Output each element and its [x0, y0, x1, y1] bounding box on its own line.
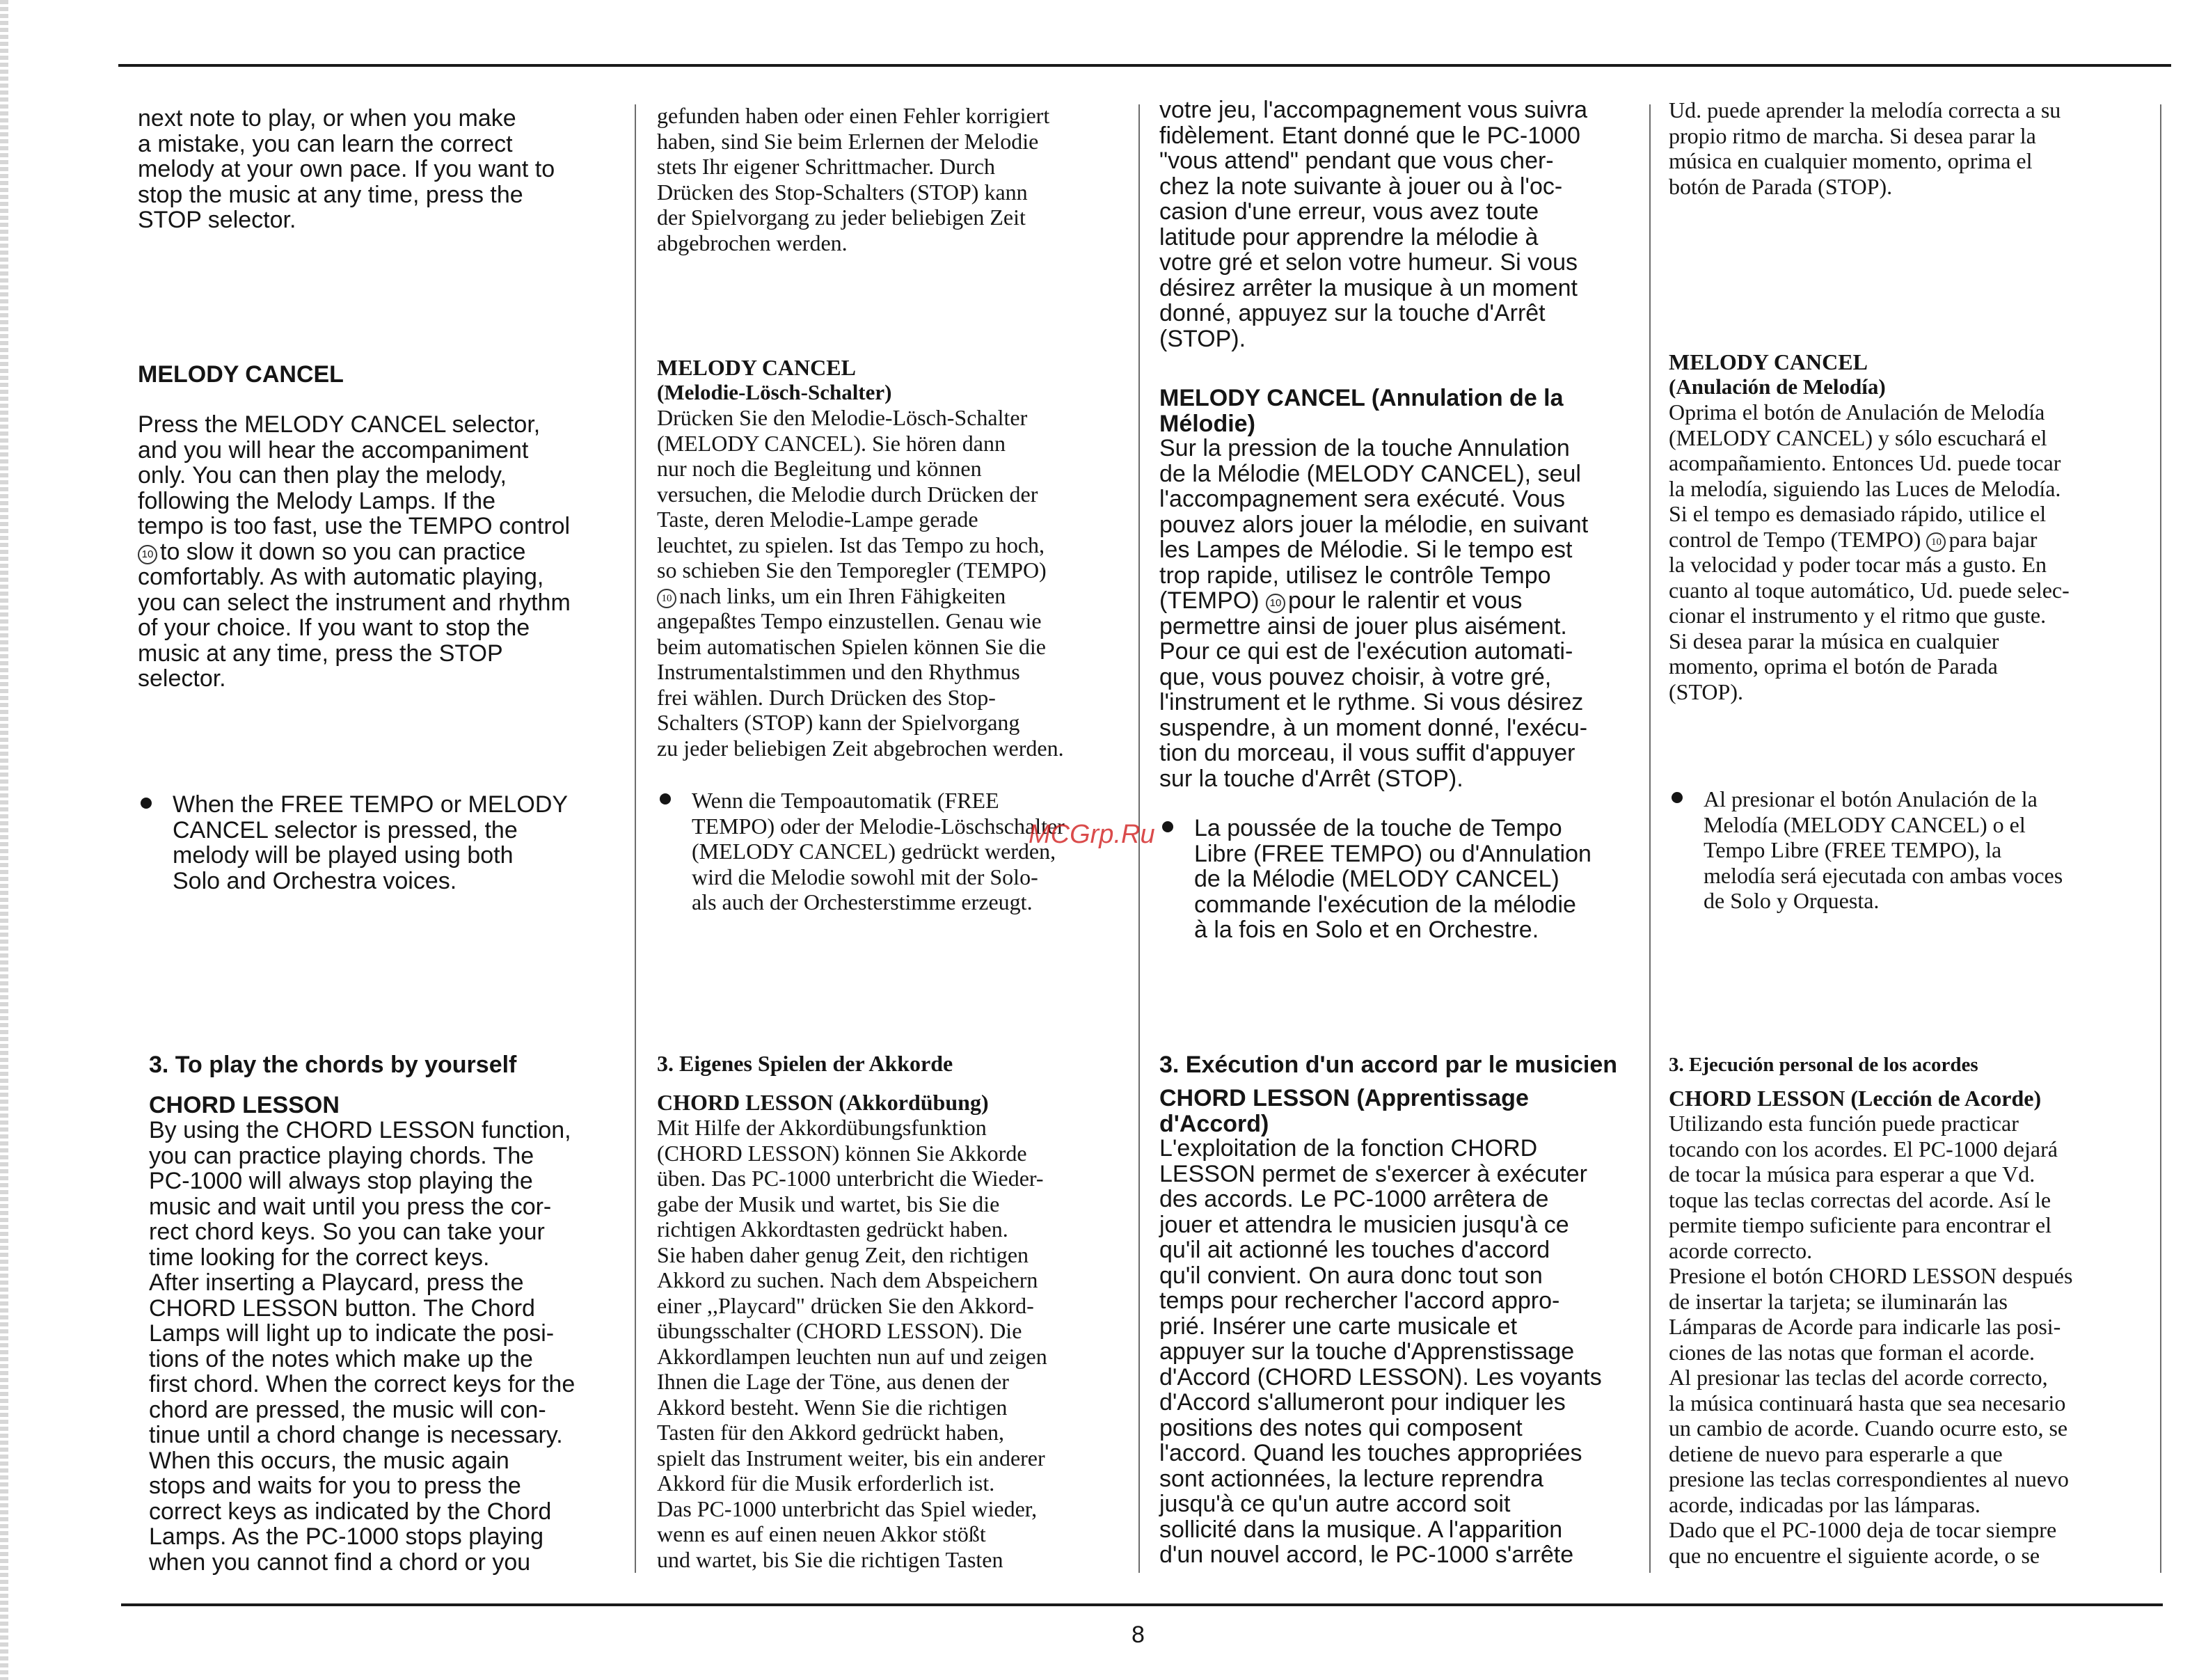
- en-intro: [138, 106, 618, 233]
- text-line: (STOP).: [1669, 679, 1743, 704]
- text-line: selector.: [138, 665, 226, 692]
- text-line: donné, appuyez sur la touche d'Arrêt: [1159, 300, 1546, 326]
- text-line: cuanto al toque automático, Ud. puede selec-: [1669, 577, 2070, 603]
- text-line: stop the music at any time, press the: [138, 181, 523, 208]
- column-english: [138, 106, 618, 1581]
- top-rule: [118, 64, 2171, 67]
- text-line: spielt das Instrument weiter, bis ein anderer: [657, 1445, 1045, 1471]
- text-line: chez la note suivante à jouer ou à l'oc-: [1159, 173, 1563, 200]
- text-line: (MELODY CANCEL). Sie hören dann: [657, 430, 1006, 456]
- tempo-control-number-icon: 10: [657, 589, 676, 608]
- text-line: leuchtet, zu spielen. Ist das Tempo zu hoch,: [657, 532, 1045, 557]
- text-line: Solo and Orchestra voices.: [173, 867, 457, 894]
- text-line: Pour ce qui est de l'exécution automati-: [1159, 638, 1573, 665]
- text-line: CANCEL selector is pressed, the: [173, 816, 518, 843]
- text-line: By using the CHORD LESSON function,: [149, 1117, 571, 1143]
- es-intro: [1669, 97, 2149, 199]
- text-line: Sur la pression de la touche Annulation: [1159, 435, 1570, 461]
- text-line: suspendre, à un moment donné, l'exécu-: [1159, 714, 1588, 741]
- de-chord-heading: CHORD LESSON (Akkordübung): [657, 1090, 989, 1115]
- text-line: désirez arrêter la musique à un moment: [1159, 274, 1578, 301]
- text-line: (STOP).: [1159, 325, 1246, 352]
- scan-margin: [0, 0, 8, 1680]
- text-line: beim automatischen Spielen können Sie die: [657, 633, 1046, 659]
- text-line: (MELODY CANCEL) y sólo escuchará el: [1669, 425, 2047, 450]
- text-line: Tasten für den Akkord gedrückt haben,: [657, 1420, 1004, 1445]
- text-line: Lámparas de Acorde para indicarle las posi-: [1669, 1314, 2061, 1339]
- text-line: votre gré et selon votre humeur. Si vous: [1159, 249, 1578, 276]
- text-line: appuyer sur la touche d'Apprenstissage: [1159, 1338, 1575, 1365]
- text-line: only. You can then play the melody,: [138, 462, 507, 489]
- column-french: [1159, 97, 1640, 1573]
- text-line: "vous attend" pendant que vous cher-: [1159, 148, 1554, 174]
- text-line: que no encuentre el siguiente acorde, o se: [1669, 1542, 2040, 1568]
- fr-chord-body: [1159, 1136, 1640, 1568]
- bullet-icon: [660, 793, 671, 805]
- text-line: and you will hear the accompaniment: [138, 436, 529, 463]
- text-line: music at any time, press the STOP: [138, 640, 503, 667]
- text-line: when you cannot find a chord or you: [149, 1548, 531, 1576]
- text-line: Al presionar el botón Anulación de la: [1704, 786, 2038, 811]
- text-line: Akkordlampen leuchten nun auf und zeigen: [657, 1343, 1047, 1369]
- de-section-heading: 3. Eigenes Spielen der Akkorde: [657, 1051, 953, 1076]
- text-line: d'un nouvel accord, le PC-1000 s'arrête: [1159, 1542, 1574, 1568]
- text-line: à la fois en Solo et en Orchestre.: [1194, 917, 1539, 943]
- text-line: haben, sind Sie beim Erlernen der Melodie: [657, 128, 1039, 154]
- column-spanish: [1669, 97, 2149, 1573]
- de-bullet-note: [657, 788, 1137, 915]
- text-line: L'exploitation de la fonction CHORD: [1159, 1135, 1538, 1162]
- text-line: propio ritmo de marcha. Si desea parar la: [1669, 122, 2036, 148]
- fr-chord-heading: [1159, 1086, 1640, 1136]
- text-line: qu'il ait actionné les touches d'accord: [1159, 1237, 1550, 1263]
- text-line: Dado que el PC-1000 deja de tocar siempre: [1669, 1517, 2057, 1542]
- text-line: Drücken Sie den Melodie-Lösch-Schalter: [657, 405, 1028, 430]
- text-line: Lamps will light up to indicate the posi-: [149, 1320, 555, 1347]
- bottom-rule: [121, 1603, 2163, 1606]
- text-line: rect chord keys. So you can take your: [149, 1219, 545, 1245]
- text-line: abgebrochen werden.: [657, 230, 848, 255]
- text-line: a mistake, you can learn the correct: [138, 130, 513, 157]
- text-line: angepaßtes Tempo einzustellen. Genau wie: [657, 608, 1042, 633]
- text-line: ciones de las notas que forman el acorde.: [1669, 1339, 2035, 1365]
- text-line: stops and waits for you to press the: [149, 1473, 521, 1499]
- text-line: des accords. Le PC-1000 arrêtera de: [1159, 1186, 1549, 1212]
- text-line: next note to play, or when you make: [138, 105, 516, 132]
- text-line: botón de Parada (STOP).: [1669, 173, 1893, 199]
- text-line: Tempo Libre (FREE TEMPO), la: [1704, 837, 2002, 862]
- text-line: casion d'une erreur, vous avez toute: [1159, 198, 1539, 225]
- es-chord-heading: CHORD LESSON (Lección de Acorde): [1669, 1086, 2042, 1111]
- de-chord-body: [657, 1115, 1137, 1572]
- en-section-heading: 3. To play the chords by yourself: [149, 1052, 517, 1078]
- text-line: La poussée de la touche de Tempo: [1194, 815, 1562, 841]
- text-line: Instrumentalstimmen und den Rhythmus: [657, 659, 1020, 684]
- text-line: de la Mélodie (MELODY CANCEL), seul: [1159, 460, 1581, 487]
- text-line: Si el tempo es demasiado rápido, utilice el: [1669, 501, 2047, 526]
- es-section-heading: 3. Ejecución personal de los acordes: [1669, 1054, 1978, 1076]
- text-line: frei wählen. Durch Drücken des Stop-: [657, 684, 996, 710]
- watermark-logo: MCGrp.Ru: [1029, 820, 1155, 849]
- text-line: trop rapide, utilisez le contrôle Tempo: [1159, 562, 1551, 589]
- de-intro: [657, 103, 1137, 255]
- text-line: melodía será ejecutada con ambas voces: [1704, 862, 2063, 888]
- es-melody-subheading: (Anulación de Melodía): [1669, 374, 1886, 399]
- text-line: sur la touche d'Arrêt (STOP).: [1159, 765, 1463, 792]
- text-line: richtigen Akkordtasten gedrückt haben.: [657, 1217, 1008, 1242]
- en-bullet-note: [138, 792, 618, 894]
- text-line: que, vous pouvez choisir, à votre gré,: [1159, 663, 1552, 690]
- text-line: votre jeu, l'accompagnement vous suivra: [1159, 97, 1588, 123]
- text-line: jusqu'à ce qu'un autre accord soit: [1159, 1491, 1511, 1517]
- text-line: melody at your own pace. If you want to: [138, 156, 555, 182]
- text-line: of your choice. If you want to stop the: [138, 615, 530, 641]
- text-line: When this occurs, the music again: [149, 1447, 509, 1474]
- text-line: wenn es auf einen neuen Akkor stößt: [657, 1521, 986, 1546]
- text-line: TEMPO) oder der Melodie-Löschschalter: [692, 813, 1065, 839]
- text-line: temps pour rechercher l'accord appro-: [1159, 1287, 1560, 1314]
- text-line: d'Accord (CHORD LESSON). Les voyants: [1159, 1363, 1602, 1390]
- text-line: und wartet, bis Sie die richtigen Tasten: [657, 1546, 1003, 1572]
- text-line: de insertar la tarjeta; se iluminarán las: [1669, 1288, 2008, 1314]
- text-line: CHORD LESSON button. The Chord: [149, 1294, 535, 1322]
- text-line: tinue until a chord change is necessary.: [149, 1422, 563, 1448]
- text-line: following the Melody Lamps. If the: [138, 487, 496, 514]
- text-line: Oprima el botón de Anulación de Melodía: [1669, 399, 2045, 425]
- text-line: Taste, deren Melodie-Lampe gerade: [657, 507, 978, 532]
- text-line: d'Accord s'allumeront pour indiquer les: [1159, 1389, 1566, 1416]
- right-edge-rule: [2160, 104, 2161, 1573]
- text-line: Press the MELODY CANCEL selector,: [138, 411, 541, 438]
- text-line: gefunden haben oder einen Fehler korrigiert: [657, 103, 1050, 128]
- text-line: versuchen, die Melodie durch Drücken der: [657, 481, 1038, 507]
- text-line: LESSON permet de s'exercer à exécuter: [1159, 1160, 1587, 1187]
- text-line: music and wait until you press the cor-: [149, 1193, 552, 1220]
- text-line: prié. Insérer une carte musicale et: [1159, 1313, 1518, 1340]
- text-line: melody will be played using both: [173, 842, 514, 869]
- text-line: wird die Melodie sowohl mit der Solo-: [692, 864, 1038, 889]
- text-line: der Spielvorgang zu jeder beliebigen Zeit: [657, 205, 1026, 230]
- text-line: Das PC-1000 unterbricht das Spiel wieder,: [657, 1496, 1038, 1521]
- text-line: you can practice playing chords. The: [149, 1142, 534, 1169]
- column-divider-1: [635, 104, 636, 1573]
- text-line: Mélodie): [1159, 410, 1255, 437]
- text-line: permettre ainsi de jouer plus aisément.: [1159, 612, 1567, 640]
- text-line: de Solo y Orquesta.: [1704, 888, 1880, 913]
- page-number: 8: [1132, 1622, 1145, 1648]
- text-line: la música continuará hasta que sea necesario: [1669, 1390, 2066, 1416]
- text-line: jouer et attendra le musicien jusqu'à ce: [1159, 1211, 1569, 1238]
- text-line: Drücken des Stop-Schalters (STOP) kann: [657, 179, 1028, 205]
- text-line: stets Ihr eigener Schrittmacher. Durch: [657, 154, 996, 179]
- text-line: Presione el botón CHORD LESSON después: [1669, 1263, 2073, 1288]
- text-line: comfortably. As with automatic playing,: [138, 564, 544, 590]
- en-chord-body: [149, 1118, 629, 1575]
- tempo-control-number-icon: 10: [1266, 594, 1285, 613]
- text-line: sont actionnées, la lecture reprendra: [1159, 1465, 1543, 1492]
- text-line: (CHORD LESSON) können Sie Akkorde: [657, 1140, 1027, 1166]
- text-line: d'Accord): [1159, 1110, 1269, 1137]
- text-line: Akkord für die Musik erforderlich ist.: [657, 1471, 995, 1496]
- es-bullet-note: [1669, 786, 2149, 914]
- en-melody-body: Press the MELODY CANCEL selector, and you will hear the accompaniment only. You can then play the melody, following the Melody Lamps. If the tempo is too fast, use the TEMPO control 10 to slow it down so you can practice comfortably. As with automatic playing, you can select the instrument and rhythm of your choice. If you want to stop the music at any time, press the STOP selector.: [138, 412, 618, 692]
- text-line: música en cualquier momento, oprima el: [1669, 148, 2033, 173]
- es-melody-heading: MELODY CANCEL: [1669, 349, 1868, 374]
- text-line: When the FREE TEMPO or MELODY: [173, 791, 569, 818]
- text-line: gabe der Musik und wartet, bis Sie die: [657, 1191, 1000, 1217]
- de-melody-subheading: (Melodie-Lösch-Schalter): [657, 380, 892, 404]
- text-line: detiene de nuevo para esperarle a que: [1669, 1441, 2003, 1466]
- text-line: toque las teclas correctas del acorde. Así le: [1669, 1187, 2051, 1212]
- fr-melody-body: Sur la pression de la touche Annulation de la Mélodie (MELODY CANCEL), seul l'accompagnement sera exécuté. Vous pouvez alors jouer la mélodie, en suivant les Lampes de Mélodie. Si le tempo est trop rapide, utilisez le contrôle Tempo (TEMPO) 10 pour le ralentir et vous permettre ainsi de jouer plus aisément. Pour ce qui est de l'exécution automati- que, vous pouvez choisir, à votre gré, l'instrument et le rythme. Si vous désirez suspendre, à un moment donné, l'exécu- tion du morceau, il vous suffit d'appuyer sur la touche d'Arrêt (STOP).: [1159, 436, 1640, 791]
- text-line: Akkord zu suchen. Nach dem Abspeichern: [657, 1267, 1038, 1292]
- text-line: sollicité dans la musique. A l'apparition: [1159, 1516, 1563, 1543]
- text-line: positions des notes qui composent: [1159, 1414, 1523, 1441]
- de-melody-heading: MELODY CANCEL: [657, 355, 856, 380]
- text-line: zu jeder beliebigen Zeit abgebrochen werden.: [657, 735, 1064, 761]
- text-line: tempo is too fast, use the TEMPO control: [138, 513, 571, 539]
- text-line: de tocar la música para esperar a que Vd.: [1669, 1162, 2035, 1187]
- text-line: Utilizando esta función puede practicar: [1669, 1111, 2019, 1136]
- text-line: acorde correcto.: [1669, 1237, 1813, 1263]
- text-line: Sie haben daher genug Zeit, den richtigen: [657, 1242, 1029, 1267]
- text-line: momento, oprima el botón de Parada: [1669, 653, 1998, 679]
- text-line: Si desea parar la música en cualquier: [1669, 628, 1999, 653]
- text-line: you can select the instrument and rhythm: [138, 589, 571, 616]
- fr-section-heading: 3. Exécution d'un accord par le musicien: [1159, 1052, 1618, 1078]
- text-line: chord are pressed, the music will con-: [149, 1396, 546, 1423]
- column-divider-3: [1649, 104, 1651, 1573]
- fr-intro: [1159, 97, 1640, 351]
- text-line: Ihnen die Lage der Töne, aus denen der: [657, 1369, 1009, 1394]
- en-melody-heading: MELODY CANCEL: [138, 361, 344, 388]
- text-line: STOP selector.: [138, 207, 296, 233]
- bullet-icon: [1672, 792, 1683, 803]
- en-chord-heading: CHORD LESSON: [149, 1092, 340, 1118]
- text-line: MELODY CANCEL (Annulation de la: [1159, 385, 1564, 411]
- text-line: de la Mélodie (MELODY CANCEL): [1194, 866, 1559, 892]
- text-line: PC-1000 will always stop playing the: [149, 1168, 533, 1194]
- bullet-icon: [141, 798, 152, 809]
- text-line: tion du morceau, il vous suffit d'appuyer: [1159, 740, 1575, 766]
- text-line: Wenn die Tempoautomatik (FREE: [692, 788, 999, 813]
- text-line: CHORD LESSON (Apprentissage: [1159, 1085, 1529, 1111]
- text-line: Ud. puede aprender la melodía correcta a su: [1669, 97, 2061, 122]
- bullet-icon: [1162, 821, 1173, 832]
- text-line: als auch der Orchesterstimme erzeugt.: [692, 889, 1033, 914]
- es-melody-body: Oprima el botón de Anulación de Melodía (MELODY CANCEL) y sólo escuchará el acompañamiento. Entonces Ud. puede tocar la melodía, siguiendo las Luces de Melodía. Si el tempo es demasiado rápido, utilice el control de Tempo (TEMPO) 10 para bajar la velocidad y poder tocar más a gusto. En cuanto al toque automático, Ud. puede selec- cionar el instrumento y el ritmo que guste. Si desea parar la música en cualquier momento, oprima el botón de Parada (STOP).: [1669, 399, 2149, 704]
- text-line: first chord. When the correct keys for the: [149, 1371, 575, 1397]
- text-line: pouvez alors jouer la mélodie, en suivant: [1159, 511, 1589, 538]
- text-line: correct keys as indicated by the Chord: [149, 1498, 552, 1525]
- text-line: übungsschalter (CHORD LESSON). Die: [657, 1318, 1022, 1343]
- text-line: After inserting a Playcard, press the: [149, 1269, 524, 1296]
- text-line: tions of the notes which make up the: [149, 1345, 533, 1372]
- fr-bullet-note: [1159, 816, 1640, 943]
- text-line: permite tiempo suficiente para encontrar el: [1669, 1212, 2051, 1237]
- text-line: commande l'exécution de la mélodie: [1194, 891, 1576, 918]
- text-line: Lamps. As the PC-1000 stops playing: [149, 1523, 543, 1550]
- text-line: un cambio de acorde. Cuando ocurre esto, se: [1669, 1416, 2068, 1441]
- text-line: Melodía (MELODY CANCEL) o el: [1704, 811, 2026, 837]
- text-line: qu'il convient. On aura donc tout son: [1159, 1262, 1543, 1289]
- de-melody-body: Drücken Sie den Melodie-Lösch-Schalter (MELODY CANCEL). Sie hören dann nur noch die Begleitung und können versuchen, die Melodie durch Drücken der Taste, deren Melodie-Lampe gerade leuchtet, zu spielen. Ist das Tempo zu hoch, so schieben Sie den Temporegler (TEMPO) 10 nach links, um ein Ihren Fähigkeiten angepaßtes Tempo einzustellen. Genau wie beim automatischen Spielen können Sie die Instrumentalstimmen und den Rhythmus frei wählen. Durch Drücken des Stop- Schalters (STOP) kann der Spielvorgang zu jeder beliebigen Zeit abgebrochen werden.: [657, 405, 1137, 761]
- text-line: la melodía, siguiendo las Luces de Melodía.: [1669, 475, 2061, 501]
- fr-melody-heading: [1159, 386, 1640, 436]
- text-line: l'instrument et le rythme. Si vous désirez: [1159, 689, 1584, 715]
- text-line: üben. Das PC-1000 unterbricht die Wieder-: [657, 1166, 1044, 1191]
- text-line: Al presionar las teclas del acorde correcto,: [1669, 1365, 2048, 1390]
- text-line: l'accord. Quand les touches appropriées: [1159, 1440, 1582, 1466]
- text-line: (MELODY CANCEL) gedrückt werden,: [692, 839, 1056, 864]
- tempo-control-number-icon: 10: [1926, 532, 1946, 552]
- text-line: fidèlement. Etant donné que le PC-1000: [1159, 122, 1580, 149]
- text-line: Akkord besteht. Wenn Sie die richtigen: [657, 1394, 1008, 1420]
- text-line: acompañamiento. Entonces Ud. puede tocar: [1669, 450, 2061, 475]
- text-line: acorde, indicadas por las lámparas.: [1669, 1491, 1980, 1517]
- text-line: nur noch die Begleitung und können: [657, 456, 982, 481]
- tempo-control-number-icon: 10: [138, 545, 157, 564]
- es-chord-body: [1669, 1111, 2149, 1568]
- text-line: tocando con los acordes. El PC-1000 dejará: [1669, 1136, 2058, 1162]
- text-line: presione las teclas correspondientes al nuevo: [1669, 1466, 2069, 1491]
- text-line: la velocidad y poder tocar más a gusto. En: [1669, 552, 2047, 577]
- text-line: Schalters (STOP) kann der Spielvorgang: [657, 710, 1020, 735]
- text-line: latitude pour apprendre la mélodie à: [1159, 223, 1539, 251]
- text-line: Mit Hilfe der Akkordübungsfunktion: [657, 1115, 987, 1140]
- text-line: Libre (FREE TEMPO) ou d'Annulation: [1194, 840, 1591, 867]
- text-line: so schieben Sie den Temporegler (TEMPO): [657, 557, 1047, 583]
- text-line: cionar el instrumento y el ritmo que guste.: [1669, 603, 2047, 628]
- text-line: l'accompagnement sera exécuté. Vous: [1159, 486, 1565, 512]
- text-line: einer ,,Playcard" drücken Sie den Akkord-: [657, 1292, 1034, 1318]
- text-line: time looking for the correct keys.: [149, 1244, 490, 1271]
- text-line: les Lampes de Mélodie. Si le tempo est: [1159, 537, 1573, 563]
